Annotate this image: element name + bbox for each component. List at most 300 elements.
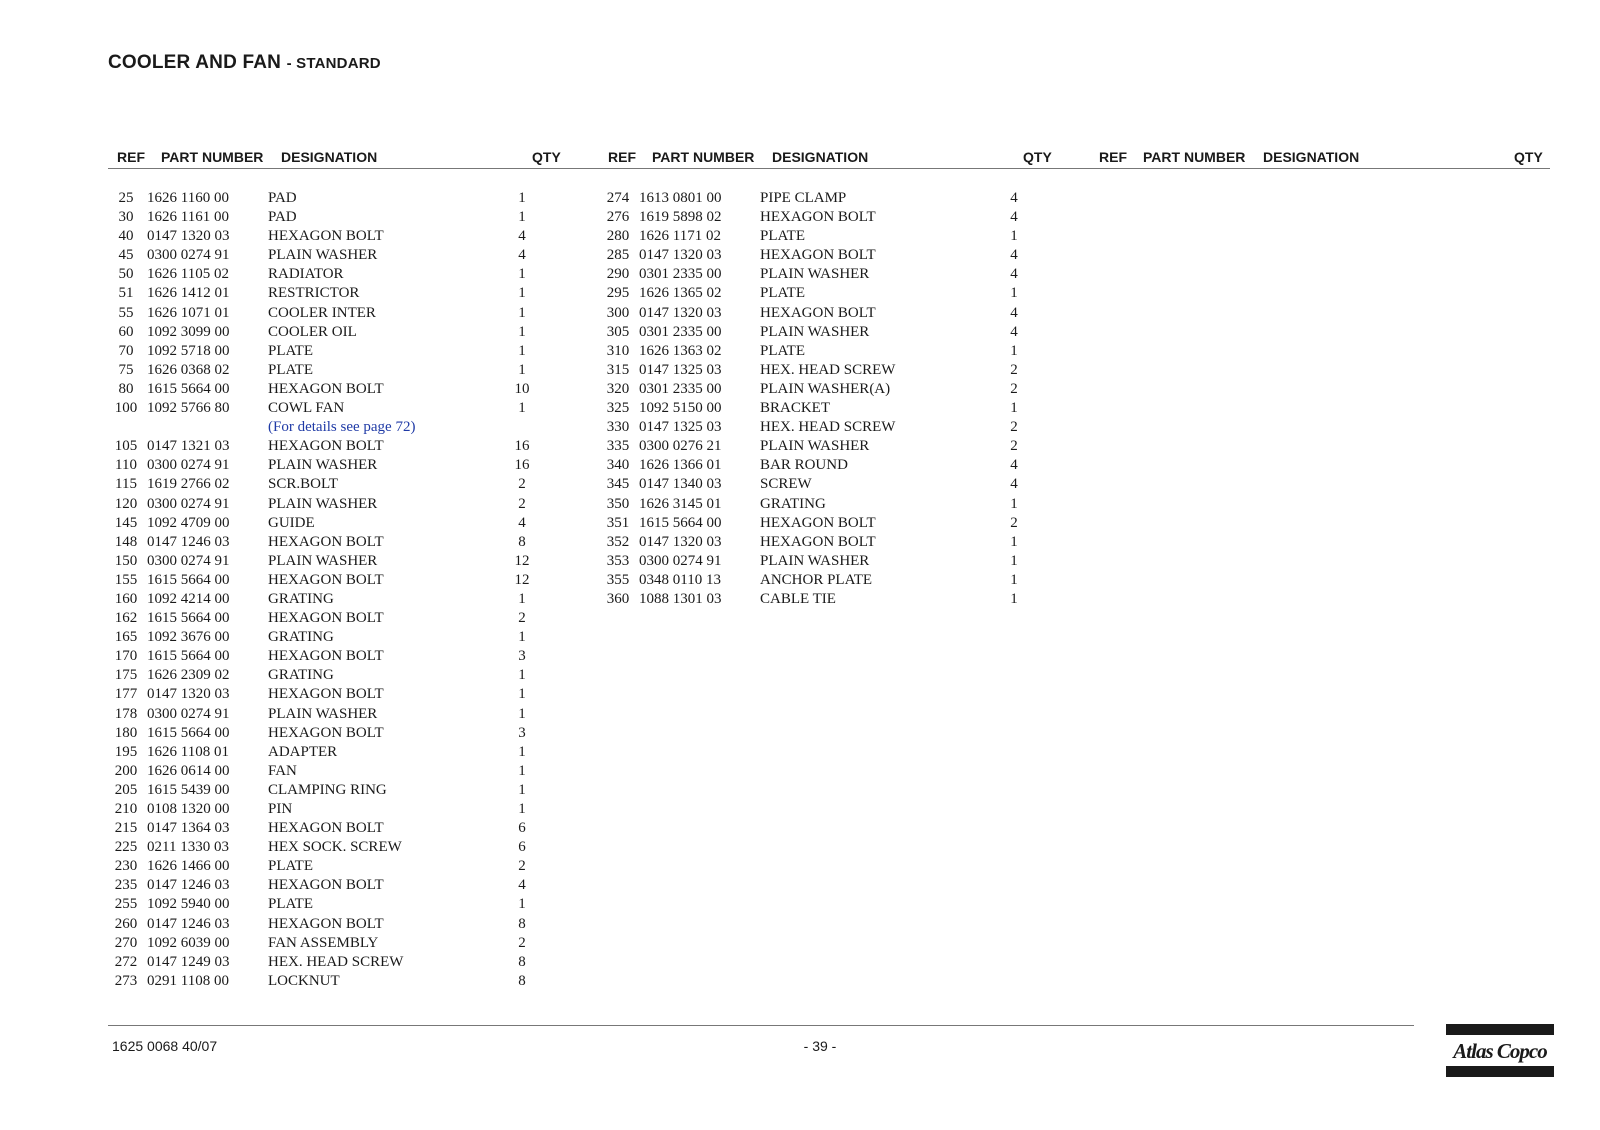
parts-row bbox=[107, 514, 547, 533]
part-qty: 4 bbox=[1010, 457, 1018, 474]
parts-row bbox=[599, 514, 1039, 533]
part-designation: PLAIN WASHER bbox=[760, 552, 870, 569]
part-ref: 30 bbox=[118, 209, 134, 226]
part-qty: 1 bbox=[518, 400, 526, 417]
parts-row bbox=[107, 915, 547, 934]
part-designation: BAR ROUND bbox=[760, 457, 848, 474]
part-designation: PLATE bbox=[268, 858, 313, 875]
part-ref: 175 bbox=[114, 667, 138, 684]
part-number: 1092 5766 80 bbox=[147, 400, 230, 417]
parts-row bbox=[107, 571, 547, 590]
part-ref: 353 bbox=[606, 552, 630, 569]
parts-row bbox=[599, 418, 1039, 437]
parts-row bbox=[107, 685, 547, 704]
parts-row bbox=[107, 762, 547, 781]
part-number: 0147 1364 03 bbox=[147, 820, 230, 837]
part-qty: 1 bbox=[518, 209, 526, 226]
part-qty: 2 bbox=[518, 858, 526, 875]
part-ref: 150 bbox=[114, 552, 138, 569]
part-ref: 160 bbox=[114, 590, 138, 607]
part-qty: 1 bbox=[1010, 342, 1018, 359]
header-qty-2: QTY bbox=[1023, 149, 1052, 165]
part-qty: 2 bbox=[1010, 361, 1018, 378]
part-designation: PLAIN WASHER bbox=[268, 457, 378, 474]
part-number: 0147 1325 03 bbox=[639, 361, 722, 378]
part-designation: HEXAGON BOLT bbox=[268, 877, 384, 894]
part-designation: GUIDE bbox=[268, 514, 315, 531]
parts-row bbox=[599, 475, 1039, 494]
part-ref: 315 bbox=[606, 361, 630, 378]
part-qty: 1 bbox=[1010, 590, 1018, 607]
part-designation: PLAIN WASHER bbox=[268, 705, 378, 722]
part-designation: PIPE CLAMP bbox=[760, 190, 847, 206]
part-ref: 280 bbox=[606, 228, 630, 245]
part-designation: ANCHOR PLATE bbox=[760, 571, 873, 588]
parts-row bbox=[107, 495, 547, 514]
part-qty: 8 bbox=[518, 972, 526, 989]
parts-row bbox=[107, 647, 547, 666]
part-number: 0147 1246 03 bbox=[147, 533, 230, 550]
part-ref: 180 bbox=[114, 724, 138, 741]
part-designation: PLAIN WASHER bbox=[760, 266, 870, 283]
part-ref: 55 bbox=[118, 304, 134, 321]
part-number: 1615 5664 00 bbox=[147, 571, 230, 588]
part-designation: HEXAGON BOLT bbox=[760, 304, 876, 321]
part-designation: BRACKET bbox=[760, 400, 831, 417]
part-designation: HEXAGON BOLT bbox=[268, 915, 384, 932]
part-qty: 1 bbox=[518, 629, 526, 646]
part-ref: 50 bbox=[118, 266, 134, 283]
header-qty-1: QTY bbox=[532, 149, 561, 165]
part-ref: 235 bbox=[114, 877, 138, 894]
part-designation: COOLER OIL bbox=[268, 323, 357, 340]
part-number: 1613 0801 00 bbox=[639, 190, 722, 206]
part-qty: 6 bbox=[518, 820, 526, 837]
part-designation: SCREW bbox=[760, 476, 812, 493]
parts-row bbox=[107, 533, 547, 552]
footer-divider bbox=[108, 1025, 1414, 1026]
part-number: 1626 1366 01 bbox=[639, 457, 722, 474]
part-designation: HEX. HEAD SCREW bbox=[760, 419, 896, 436]
part-ref: 75 bbox=[118, 361, 134, 378]
part-designation: PLATE bbox=[268, 896, 313, 913]
part-designation: PLATE bbox=[268, 342, 313, 359]
part-number: 1626 1363 02 bbox=[639, 342, 722, 359]
part-designation: PLAIN WASHER bbox=[268, 552, 378, 569]
part-designation: HEXAGON BOLT bbox=[760, 209, 876, 226]
part-designation: HEX. HEAD SCREW bbox=[760, 361, 896, 378]
header-part-number-1: PART NUMBER bbox=[161, 149, 264, 165]
parts-row bbox=[107, 609, 547, 628]
part-qty: 16 bbox=[514, 438, 530, 455]
part-number: 0147 1246 03 bbox=[147, 877, 230, 894]
part-qty: 1 bbox=[518, 781, 526, 798]
part-ref: 178 bbox=[114, 705, 138, 722]
part-ref: 270 bbox=[114, 934, 138, 951]
part-designation: PLAIN WASHER bbox=[268, 247, 378, 264]
part-qty: 4 bbox=[1010, 266, 1018, 283]
header-part-number-3: PART NUMBER bbox=[1143, 149, 1246, 165]
part-ref: 285 bbox=[606, 247, 630, 264]
parts-row bbox=[599, 304, 1039, 323]
part-ref: 100 bbox=[114, 400, 138, 417]
part-qty: 8 bbox=[518, 915, 526, 932]
part-ref: 300 bbox=[606, 304, 630, 321]
part-number: 1615 5664 00 bbox=[147, 724, 230, 741]
part-designation: COOLER INTER bbox=[268, 304, 376, 321]
parts-row bbox=[599, 552, 1039, 571]
part-qty: 1 bbox=[518, 896, 526, 913]
parts-row bbox=[107, 590, 547, 609]
part-ref: 215 bbox=[114, 820, 138, 837]
part-ref: 162 bbox=[114, 610, 138, 627]
part-qty: 4 bbox=[1010, 190, 1018, 206]
part-designation: HEXAGON BOLT bbox=[760, 514, 876, 531]
part-designation: PLATE bbox=[760, 342, 805, 359]
parts-row bbox=[599, 189, 1039, 208]
part-number: 0348 0110 13 bbox=[639, 571, 721, 588]
part-number: 0300 0274 91 bbox=[639, 552, 722, 569]
part-designation: RADIATOR bbox=[268, 266, 344, 283]
part-designation: SCR.BOLT bbox=[268, 476, 338, 493]
parts-row bbox=[107, 666, 547, 685]
part-number: 0147 1340 03 bbox=[639, 476, 722, 493]
part-designation: HEXAGON BOLT bbox=[268, 380, 384, 397]
part-qty: 6 bbox=[518, 839, 526, 856]
part-ref: 45 bbox=[118, 247, 134, 264]
part-number: 1626 0614 00 bbox=[147, 762, 230, 779]
parts-row bbox=[107, 800, 547, 819]
part-ref: 60 bbox=[118, 323, 134, 340]
part-number: 0147 1320 03 bbox=[639, 304, 722, 321]
part-qty: 2 bbox=[518, 495, 526, 512]
atlas-copco-logo bbox=[1446, 1024, 1554, 1078]
part-designation: FAN bbox=[268, 762, 297, 779]
parts-row bbox=[107, 208, 547, 227]
part-designation: HEXAGON BOLT bbox=[760, 247, 876, 264]
part-qty: 1 bbox=[518, 705, 526, 722]
part-ref: 272 bbox=[114, 953, 138, 970]
part-designation: HEXAGON BOLT bbox=[268, 724, 384, 741]
part-number: 0301 2335 00 bbox=[639, 380, 722, 397]
part-number: 0291 1108 00 bbox=[147, 972, 229, 989]
part-number: 1626 1160 00 bbox=[147, 190, 229, 206]
part-number: 0147 1325 03 bbox=[639, 419, 722, 436]
part-ref: 360 bbox=[606, 590, 630, 607]
parts-row bbox=[599, 265, 1039, 284]
header-divider bbox=[108, 168, 1550, 169]
part-designation: HEX. HEAD SCREW bbox=[268, 953, 404, 970]
parts-row bbox=[599, 227, 1039, 246]
part-ref: 350 bbox=[606, 495, 630, 512]
parts-row bbox=[599, 380, 1039, 399]
part-designation: ADAPTER bbox=[268, 743, 338, 760]
part-ref: 305 bbox=[606, 323, 630, 340]
parts-row bbox=[107, 895, 547, 914]
header-ref-2: REF bbox=[608, 149, 636, 165]
part-qty: 1 bbox=[1010, 533, 1018, 550]
parts-row bbox=[107, 323, 547, 342]
part-ref: 145 bbox=[114, 514, 138, 531]
part-qty: 2 bbox=[1010, 514, 1018, 531]
part-number: 1615 5664 00 bbox=[639, 514, 722, 531]
part-designation: FAN ASSEMBLY bbox=[268, 934, 379, 951]
document-number: 1625 0068 40/07 bbox=[112, 1038, 218, 1054]
part-number: 1626 1171 02 bbox=[639, 228, 721, 245]
part-number: 0300 0274 91 bbox=[147, 552, 230, 569]
parts-row bbox=[599, 571, 1039, 590]
header-qty-3: QTY bbox=[1514, 149, 1543, 165]
parts-list-column-1 bbox=[107, 189, 547, 991]
part-number: 1626 1412 01 bbox=[147, 285, 230, 302]
part-designation: PLAIN WASHER bbox=[268, 495, 378, 512]
part-designation: PAD bbox=[268, 209, 297, 226]
part-number: 1092 4214 00 bbox=[147, 590, 230, 607]
part-number: 0300 0274 91 bbox=[147, 247, 230, 264]
part-qty: 4 bbox=[518, 877, 526, 894]
logo-bar-top bbox=[1446, 1024, 1554, 1035]
part-qty: 4 bbox=[518, 247, 526, 264]
logo-wordmark: Atlas Copco bbox=[1453, 1039, 1547, 1063]
parts-row bbox=[599, 342, 1039, 361]
part-number: 0301 2335 00 bbox=[639, 323, 722, 340]
part-qty: 2 bbox=[518, 934, 526, 951]
parts-row bbox=[107, 475, 547, 494]
part-ref: 295 bbox=[606, 285, 630, 302]
part-ref: 290 bbox=[606, 266, 630, 283]
part-designation: HEXAGON BOLT bbox=[268, 438, 384, 455]
part-number: 0300 0274 91 bbox=[147, 457, 230, 474]
part-ref: 335 bbox=[606, 438, 630, 455]
part-ref: 255 bbox=[114, 896, 138, 913]
parts-row bbox=[599, 533, 1039, 552]
part-designation: PLATE bbox=[268, 361, 313, 378]
part-ref: 330 bbox=[606, 419, 630, 436]
part-qty: 1 bbox=[518, 743, 526, 760]
part-qty: 4 bbox=[1010, 247, 1018, 264]
part-ref: 155 bbox=[114, 571, 138, 588]
part-ref: 205 bbox=[114, 781, 138, 798]
parts-row bbox=[107, 418, 547, 437]
logo-bar-bottom bbox=[1446, 1066, 1554, 1077]
parts-row bbox=[107, 380, 547, 399]
part-ref: 276 bbox=[606, 209, 630, 226]
part-number: 1626 1161 00 bbox=[147, 209, 229, 226]
header-designation-1: DESIGNATION bbox=[281, 149, 378, 165]
part-ref: 274 bbox=[606, 190, 630, 206]
part-number: 0301 2335 00 bbox=[639, 266, 722, 283]
part-qty: 12 bbox=[514, 571, 530, 588]
part-designation: GRATING bbox=[268, 590, 334, 607]
parts-row bbox=[107, 857, 547, 876]
part-designation: HEXAGON BOLT bbox=[268, 648, 384, 665]
part-designation: LOCKNUT bbox=[268, 972, 340, 989]
part-number: 0147 1320 03 bbox=[639, 247, 722, 264]
part-qty: 12 bbox=[514, 552, 530, 569]
part-designation: CABLE TIE bbox=[760, 590, 836, 607]
part-qty: 1 bbox=[518, 190, 526, 206]
part-designation: HEXAGON BOLT bbox=[760, 533, 876, 550]
parts-row bbox=[107, 552, 547, 571]
parts-row bbox=[599, 437, 1039, 456]
part-designation: GRATING bbox=[760, 495, 826, 512]
part-designation: RESTRICTOR bbox=[268, 285, 360, 302]
parts-row bbox=[107, 189, 547, 208]
part-designation: PIN bbox=[268, 801, 293, 817]
parts-row bbox=[107, 819, 547, 838]
part-ref: 115 bbox=[115, 476, 137, 493]
part-designation: CLAMPING RING bbox=[268, 781, 387, 798]
part-qty: 1 bbox=[518, 590, 526, 607]
header-designation-3: DESIGNATION bbox=[1263, 149, 1360, 165]
parts-row bbox=[599, 208, 1039, 227]
part-qty: 4 bbox=[1010, 209, 1018, 226]
part-number: 1092 5940 00 bbox=[147, 896, 230, 913]
parts-row bbox=[599, 590, 1039, 609]
part-number: 1092 5150 00 bbox=[639, 400, 722, 417]
part-qty: 8 bbox=[518, 953, 526, 970]
parts-row bbox=[107, 227, 547, 246]
part-ref: 148 bbox=[114, 533, 138, 550]
part-designation: HEXAGON BOLT bbox=[268, 571, 384, 588]
part-qty: 3 bbox=[518, 648, 526, 665]
parts-row bbox=[599, 323, 1039, 342]
part-ref: 110 bbox=[115, 457, 137, 474]
part-number: 1619 5898 02 bbox=[639, 209, 722, 226]
part-number: 0211 1330 03 bbox=[147, 839, 229, 856]
part-number: 1615 5439 00 bbox=[147, 781, 230, 798]
header-ref-3: REF bbox=[1099, 149, 1127, 165]
parts-row bbox=[107, 284, 547, 303]
part-qty: 4 bbox=[1010, 304, 1018, 321]
part-number: 1626 1071 01 bbox=[147, 304, 230, 321]
part-designation: PLAIN WASHER(A) bbox=[760, 380, 891, 397]
part-number: 1092 4709 00 bbox=[147, 514, 230, 531]
part-number: 0147 1246 03 bbox=[147, 915, 230, 932]
title-main: COOLER AND FAN bbox=[108, 52, 282, 73]
part-designation: GRATING bbox=[268, 629, 334, 646]
parts-row bbox=[107, 705, 547, 724]
part-qty: 1 bbox=[518, 801, 526, 817]
part-qty: 8 bbox=[518, 533, 526, 550]
part-designation: GRATING bbox=[268, 667, 334, 684]
part-qty: 4 bbox=[518, 228, 526, 245]
part-ref: 165 bbox=[114, 629, 138, 646]
part-designation: HEX SOCK. SCREW bbox=[268, 839, 402, 856]
part-qty: 4 bbox=[518, 514, 526, 531]
part-number: 0300 0276 21 bbox=[639, 438, 722, 455]
part-number: 1092 6039 00 bbox=[147, 934, 230, 951]
part-qty: 2 bbox=[518, 476, 526, 493]
part-qty: 1 bbox=[1010, 285, 1018, 302]
parts-row bbox=[107, 342, 547, 361]
part-number: 0147 1321 03 bbox=[147, 438, 230, 455]
part-ref: 273 bbox=[114, 972, 138, 989]
part-ref: 345 bbox=[606, 476, 630, 493]
part-number: 0300 0274 91 bbox=[147, 705, 230, 722]
part-number: 0147 1320 03 bbox=[147, 228, 230, 245]
part-ref: 195 bbox=[114, 743, 138, 760]
parts-row bbox=[107, 265, 547, 284]
parts-row bbox=[107, 724, 547, 743]
parts-row bbox=[107, 953, 547, 972]
part-number: 1092 5718 00 bbox=[147, 342, 230, 359]
header-ref-1: REF bbox=[117, 149, 145, 165]
part-qty: 1 bbox=[518, 342, 526, 359]
part-designation: PAD bbox=[268, 190, 297, 206]
part-designation: PLATE bbox=[760, 285, 805, 302]
parts-row bbox=[107, 876, 547, 895]
part-ref: 25 bbox=[118, 190, 134, 206]
part-ref: 120 bbox=[114, 495, 138, 512]
part-qty: 1 bbox=[518, 667, 526, 684]
part-ref: 200 bbox=[114, 762, 138, 779]
parts-row bbox=[107, 399, 547, 418]
part-number: 1626 1105 02 bbox=[147, 266, 229, 283]
part-qty: 1 bbox=[1010, 400, 1018, 417]
part-qty: 1 bbox=[518, 266, 526, 283]
part-ref: 230 bbox=[114, 858, 138, 875]
part-qty: 1 bbox=[1010, 571, 1018, 588]
part-designation: HEXAGON BOLT bbox=[268, 228, 384, 245]
part-number: 1619 2766 02 bbox=[147, 476, 230, 493]
part-number: 1092 3099 00 bbox=[147, 323, 230, 340]
parts-row bbox=[107, 437, 547, 456]
parts-row bbox=[107, 456, 547, 475]
part-number: 1626 1108 01 bbox=[147, 743, 229, 760]
part-ref: 51 bbox=[118, 285, 134, 302]
parts-list-column-2 bbox=[599, 189, 1039, 609]
parts-row bbox=[107, 743, 547, 762]
part-ref: 105 bbox=[114, 438, 138, 455]
part-ref: 70 bbox=[118, 342, 134, 359]
part-qty: 2 bbox=[1010, 438, 1018, 455]
part-ref: 177 bbox=[114, 686, 138, 703]
part-qty: 1 bbox=[1010, 552, 1018, 569]
part-ref: 210 bbox=[114, 801, 138, 817]
title-subtitle: - STANDARD bbox=[286, 55, 381, 72]
parts-row bbox=[599, 456, 1039, 475]
part-number: 1088 1301 03 bbox=[639, 590, 722, 607]
part-designation: HEXAGON BOLT bbox=[268, 686, 384, 703]
part-designation: PLAIN WASHER bbox=[760, 438, 870, 455]
part-ref: 351 bbox=[606, 514, 630, 531]
part-number: 1615 5664 00 bbox=[147, 380, 230, 397]
parts-row bbox=[107, 934, 547, 953]
parts-row bbox=[599, 399, 1039, 418]
part-number: 0147 1320 03 bbox=[639, 533, 722, 550]
part-ref: 225 bbox=[114, 839, 138, 856]
part-ref: 260 bbox=[114, 915, 138, 932]
part-number: 0147 1320 03 bbox=[147, 686, 230, 703]
parts-row bbox=[599, 246, 1039, 265]
parts-row bbox=[107, 838, 547, 857]
part-ref: 40 bbox=[118, 228, 134, 245]
part-ref: 80 bbox=[118, 380, 134, 397]
page-title bbox=[108, 52, 381, 74]
part-qty: 4 bbox=[1010, 476, 1018, 493]
part-qty: 4 bbox=[1010, 323, 1018, 340]
parts-row bbox=[107, 246, 547, 265]
parts-row bbox=[107, 628, 547, 647]
parts-row bbox=[107, 781, 547, 800]
parts-row bbox=[599, 495, 1039, 514]
part-number: 1626 0368 02 bbox=[147, 361, 230, 378]
parts-row bbox=[107, 361, 547, 380]
part-designation: (For details see page 72) bbox=[268, 419, 416, 436]
header-part-number-2: PART NUMBER bbox=[652, 149, 755, 165]
part-number: 1626 2309 02 bbox=[147, 667, 230, 684]
